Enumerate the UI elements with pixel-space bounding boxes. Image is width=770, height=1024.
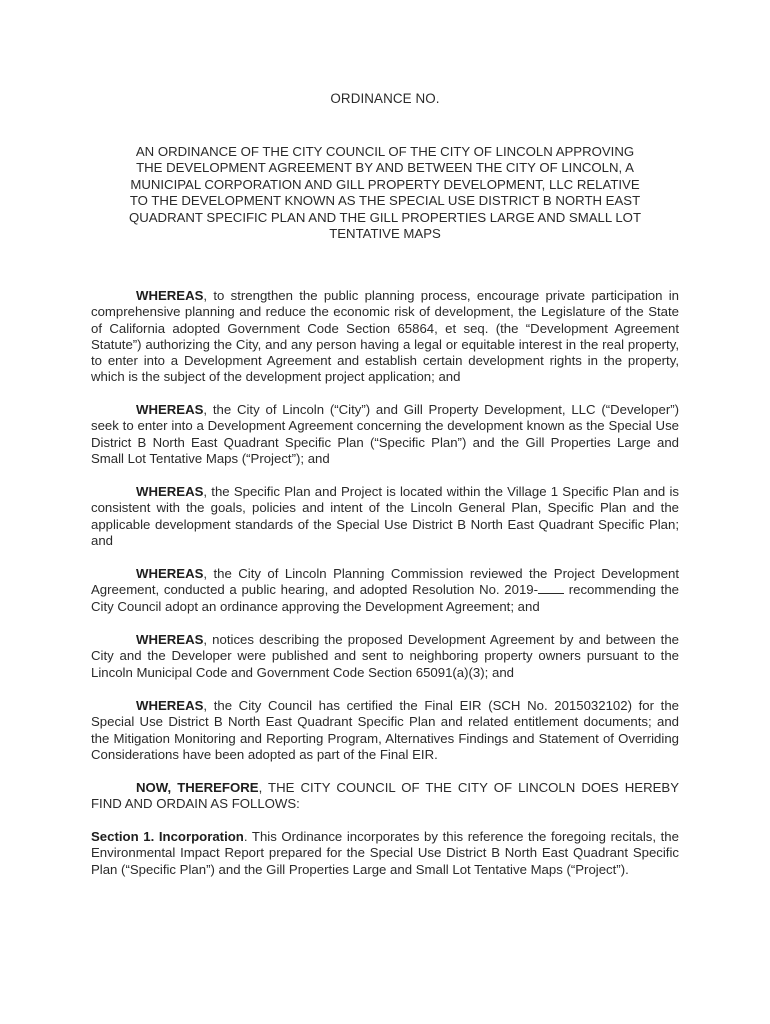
recital-3 <box>91 484 679 549</box>
recital-2 <box>91 402 679 467</box>
now-therefore-lead: NOW, THEREFORE <box>136 780 259 795</box>
recital-6-text: , the City Council has certified the Final EIR (SCH No. 2015032102) for the Special Use District B North East Quadrant Specific Plan and related entitlement documents; and the Mitigation Monitoring and Reporting Program, Alternatives Findings and Statement of Overriding Considerations have been adopted as part of the Final EIR. <box>91 698 679 762</box>
recital-6-lead: WHEREAS <box>136 698 204 713</box>
recital-3-text: , the Specific Plan and Project is located within the Village 1 Specific Plan and is consistent with the goals, policies and intent of the Lincoln General Plan, Specific Plan and the applicable development standards of the Special Use District B North East Quadrant Specific Plan; and <box>91 484 679 548</box>
now-therefore-text: , THE CITY COUNCIL OF THE CITY OF LINCOLN DOES HEREBY FIND AND ORDAIN AS FOLLOWS: <box>91 780 679 812</box>
recital-5 <box>91 632 679 681</box>
recital-2-text: , the City of Lincoln (“City”) and Gill Property Development, LLC (“Developer”) seek to enter into a Development Agreement concerning the development known as the Special Use District B North East Quadrant Specific Plan (“Specific Plan”) and the Gill Properties Large and Small Lot Tentative Maps (“Project”); and <box>91 402 679 466</box>
recital-4-text-a: , the City of Lincoln Planning Commission reviewed the Project Development Agreement, conducted a public hearing, and adopted Resolution No. 2019- <box>91 566 679 598</box>
recital-3-lead: WHEREAS <box>136 484 204 499</box>
ordinance-heading: AN ORDINANCE OF THE CITY COUNCIL OF THE CITY OF LINCOLN APPROVING THE DEVELOPMENT AGREEMENT BY AND BETWEEN THE CITY OF LINCOLN, A MUNICIPAL CORPORATION AND GILL PROPERTY DEVELOPMENT, LLC RELATIVE TO THE DEVELOPMENT KNOWN AS THE SPECIAL USE DISTRICT B NORTH EAST QUADRANT SPECIFIC PLAN AND THE GILL PROPERTIES LARGE AND SMALL LOT TENTATIVE MAPS <box>128 144 641 242</box>
recital-4-text-b: recommending the City Council adopt an ordinance approving the Development Agreement; and <box>91 582 679 614</box>
recital-1-text: , to strengthen the public planning process, encourage private participation in comprehensive planning and reduce the economic risk of development, the Legislature of the State of California adopted Government Code Section 65864, et seq. (the “Development Agreement Statute”) authorizing the City, and any person having a legal or equitable interest in the real property, to enter into a Development Agreement and establish certain development rights in the property, which is the subject of the development project application; and <box>91 288 679 385</box>
section-1-text: . This Ordinance incorporates by this reference the foregoing recitals, the Environmental Impact Report prepared for the Special Use District B North East Quadrant Specific Plan (“Specific Plan”) and the Gill Properties Large and Small Lot Tentative Maps (“Project”). <box>91 829 679 877</box>
recital-6 <box>91 698 679 763</box>
section-1 <box>91 829 679 878</box>
ordinance-title: ORDINANCE NO. <box>330 91 440 106</box>
recital-1-lead: WHEREAS <box>136 288 204 303</box>
recital-5-lead: WHEREAS <box>136 632 204 647</box>
recital-2-lead: WHEREAS <box>136 402 204 417</box>
recital-4 <box>91 566 679 615</box>
section-1-label: Section 1. Incorporation <box>91 829 244 844</box>
recital-1 <box>91 288 679 386</box>
resolution-number-blank <box>538 582 564 594</box>
now-therefore-clause <box>91 780 679 813</box>
recital-5-text: , notices describing the proposed Development Agreement by and between the City and the Developer were published and sent to neighboring property owners pursuant to the Lincoln Municipal Code and Government Code Section 65091(a)(3); and <box>91 632 679 680</box>
recital-4-lead: WHEREAS <box>136 566 204 581</box>
